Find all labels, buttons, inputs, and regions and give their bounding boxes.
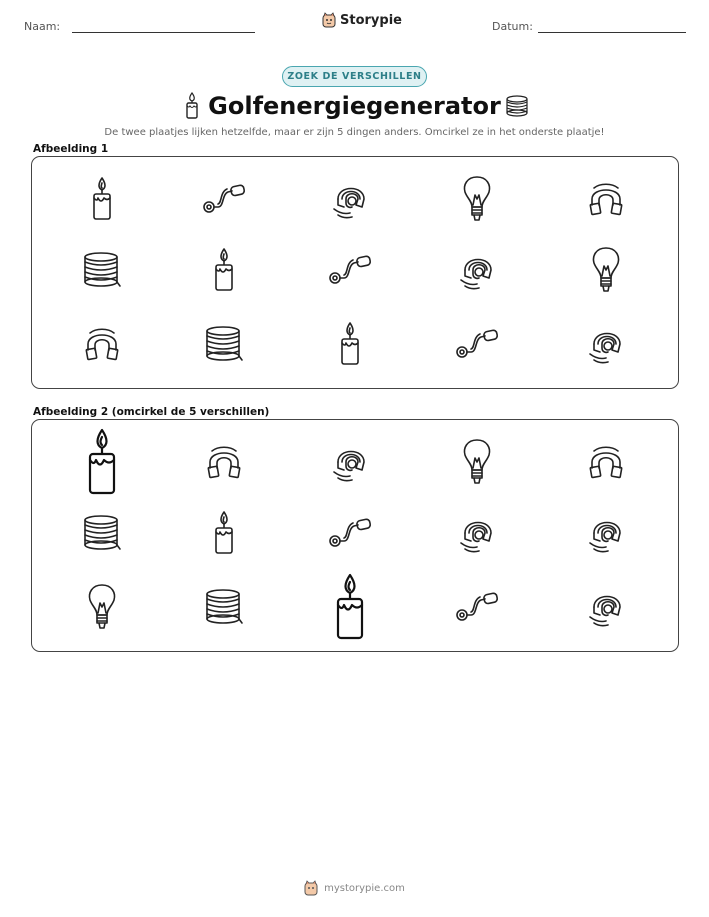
- magnet-icon[interactable]: [566, 424, 646, 500]
- image2-label: Afbeelding 2 (omcirkel de 5 verschillen): [33, 406, 270, 418]
- page-title: Golfenergiegenerator: [208, 92, 501, 120]
- brand-logo: [322, 12, 402, 28]
- magnet-wave-icon[interactable]: [566, 495, 646, 571]
- bulb-icon[interactable]: [437, 424, 517, 500]
- coil-icon[interactable]: [184, 569, 264, 645]
- instructions: De twee plaatjes lijken hetzelfde, maar er zijn 5 dingen anders. Omcirkel ze in het onderste plaatje!: [104, 127, 605, 138]
- crank-icon: [310, 232, 390, 308]
- candle-icon[interactable]: [184, 495, 264, 571]
- crank-icon: [437, 306, 517, 382]
- magnet-wave-icon[interactable]: [437, 495, 517, 571]
- bulb-icon: [437, 161, 517, 237]
- worksheet-type-badge: ZOEK DE VERSCHILLEN: [282, 66, 427, 87]
- storypie-mascot-icon: [304, 880, 318, 896]
- brand-name: Storypie: [340, 12, 402, 28]
- candle-large-icon[interactable]: [62, 424, 142, 500]
- candle-large-icon[interactable]: [310, 569, 390, 645]
- crank-icon[interactable]: [310, 495, 390, 571]
- magnet-wave-icon: [437, 232, 517, 308]
- candle-icon: [184, 232, 264, 308]
- image2-panel[interactable]: [31, 419, 679, 652]
- coil-icon[interactable]: [62, 495, 142, 571]
- candle-icon: [62, 161, 142, 237]
- crank-icon[interactable]: [437, 569, 517, 645]
- bulb-icon[interactable]: [62, 569, 142, 645]
- magnet-icon: [62, 306, 142, 382]
- magnet-wave-icon[interactable]: [566, 569, 646, 645]
- coil-icon: [62, 232, 142, 308]
- date-label: Datum:: [492, 20, 533, 33]
- bulb-icon: [566, 232, 646, 308]
- crank-icon: [184, 161, 264, 237]
- footer: [0, 880, 709, 896]
- title-coil-icon: [505, 94, 529, 122]
- magnet-wave-icon[interactable]: [310, 424, 390, 500]
- name-label: Naam:: [24, 20, 61, 33]
- storypie-mascot-icon: [322, 12, 336, 28]
- footer-url: mystorypie.com: [324, 882, 405, 894]
- magnet-icon[interactable]: [184, 424, 264, 500]
- image1-label: Afbeelding 1: [33, 143, 109, 155]
- candle-icon: [310, 306, 390, 382]
- date-field[interactable]: [538, 32, 686, 33]
- name-field[interactable]: [72, 32, 255, 33]
- magnet-wave-icon: [310, 161, 390, 237]
- coil-icon: [184, 306, 264, 382]
- image1-panel: [31, 156, 679, 389]
- magnet-icon: [566, 161, 646, 237]
- magnet-wave-icon: [566, 306, 646, 382]
